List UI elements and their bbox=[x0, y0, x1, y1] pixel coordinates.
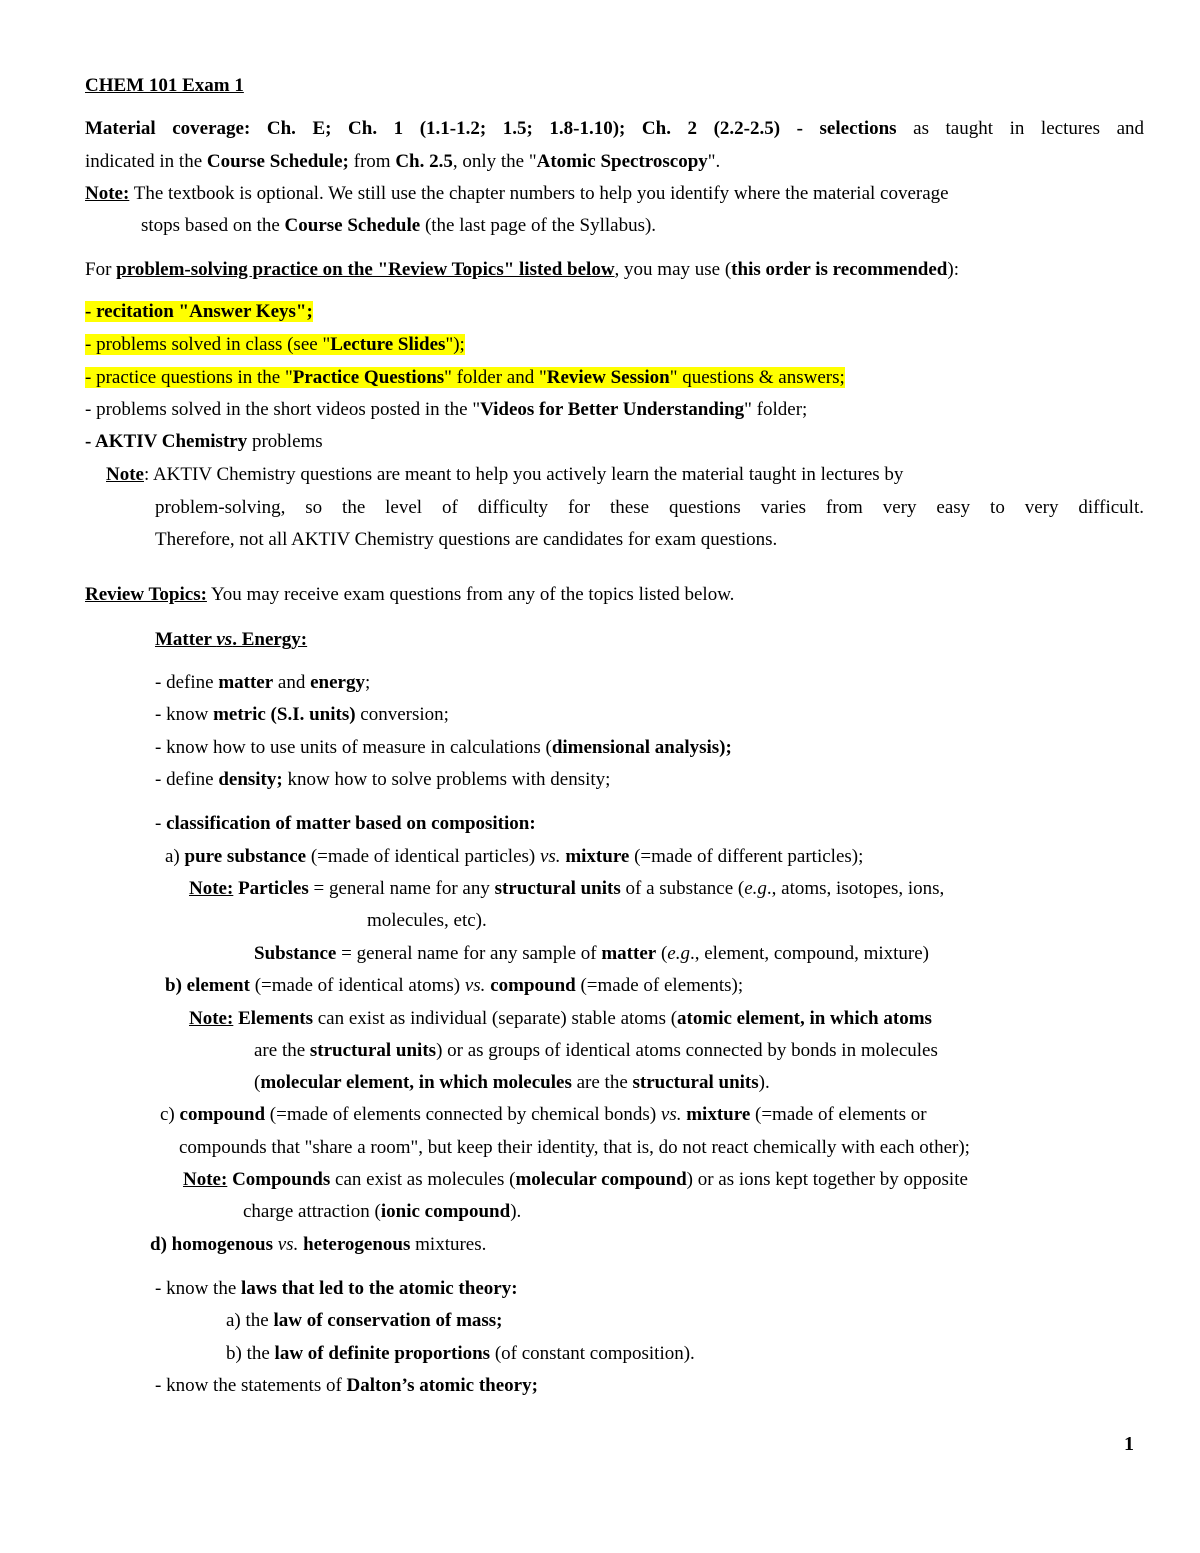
text-span: Review Topics: bbox=[85, 584, 207, 605]
text-span: ., atoms, isotopes, ions, bbox=[766, 878, 945, 899]
text-span bbox=[85, 334, 465, 355]
practice-intro bbox=[85, 258, 1200, 282]
text-span: metric (S.I. units) bbox=[213, 704, 356, 725]
text-span: (=made of elements or bbox=[750, 1104, 927, 1125]
text-span: charge attraction ( bbox=[243, 1201, 381, 1222]
text-span: ); bbox=[719, 737, 732, 758]
text-span: Particles bbox=[238, 878, 309, 899]
bullet-define-matter bbox=[155, 671, 1200, 695]
class-a-note-1-cont bbox=[367, 909, 1200, 933]
text-span: selections bbox=[819, 118, 897, 139]
text-span: indicated in the bbox=[85, 151, 203, 172]
text-span: from bbox=[353, 151, 391, 172]
text-span: Elements bbox=[238, 1008, 313, 1029]
text-span: law of definite proportions bbox=[274, 1343, 491, 1364]
text-span: ) or as ions kept together by opposite bbox=[686, 1169, 968, 1190]
text-span: compounds that "share a room", but keep their identity, that is, do not react chemically with each other); bbox=[179, 1137, 970, 1158]
text-span: Videos for Better Understanding bbox=[480, 399, 745, 420]
class-c bbox=[160, 1103, 1200, 1127]
text-span: dimensional analysis bbox=[551, 737, 720, 758]
text-span: - recitation " bbox=[85, 301, 190, 322]
text-span: density; bbox=[218, 769, 283, 790]
text-span: Therefore, not all AKTIV Chemistry questions are candidates for exam questions. bbox=[155, 529, 778, 550]
text-span: " questions & answers; bbox=[669, 367, 845, 388]
text-span: ( bbox=[254, 1072, 261, 1093]
text-span: ., element, compound, mixture) bbox=[689, 943, 930, 964]
text-span: - practice questions in the " bbox=[85, 367, 293, 388]
bullet-metric bbox=[155, 703, 1200, 727]
aktiv-note-line-2 bbox=[155, 496, 1144, 520]
review-topics bbox=[85, 583, 1200, 607]
section-matter-energy bbox=[155, 628, 1200, 652]
text-span: d) homogenous bbox=[150, 1234, 278, 1255]
text-span: Note: bbox=[189, 1008, 234, 1029]
text-span: structural units bbox=[632, 1072, 759, 1093]
text-span: Ch. 2.5 bbox=[395, 151, 453, 172]
text-span: mixture bbox=[681, 1104, 751, 1125]
text-span: (=made of different particles); bbox=[629, 846, 864, 867]
text-span: - problems solved in the short videos posted in the " bbox=[85, 399, 481, 420]
bullet-dimensional bbox=[155, 736, 1200, 760]
aktiv-note-line-1 bbox=[106, 463, 1200, 487]
class-b bbox=[165, 974, 1200, 998]
text-span: - know how to use units of measure in calculations ( bbox=[155, 737, 552, 758]
text-span bbox=[155, 629, 307, 650]
text-span: and bbox=[273, 672, 311, 693]
text-span: " folder; bbox=[744, 399, 808, 420]
text-span: ionic compound bbox=[380, 1201, 511, 1222]
text-span: (=made of elements); bbox=[575, 975, 744, 996]
text-span: - know the bbox=[155, 1278, 242, 1299]
resource-videos bbox=[85, 398, 1200, 422]
class-d bbox=[150, 1233, 1200, 1257]
text-span: - AKTIV Chemistry bbox=[85, 431, 248, 452]
text-span: b) element bbox=[165, 975, 250, 996]
text-span: c) bbox=[160, 1104, 180, 1125]
text-span: laws that led to the atomic theory: bbox=[241, 1278, 518, 1299]
text-span: Answer Keys bbox=[189, 301, 296, 322]
aktiv-note-line-3 bbox=[155, 528, 1200, 552]
text-span: - define bbox=[155, 769, 219, 790]
text-span: this order is recommended bbox=[731, 259, 948, 280]
text-span: structural units bbox=[494, 878, 621, 899]
text-span: ) or as groups of identical atoms connected by bonds in molecules bbox=[436, 1040, 938, 1061]
text-span: e.g bbox=[667, 943, 690, 964]
text-span: vs. bbox=[539, 846, 561, 867]
text-span: molecular compound bbox=[515, 1169, 687, 1190]
text-span: problem-solving, so the level of difficulty for these questions varies from very easy to very difficult. bbox=[155, 497, 1144, 518]
text-span: . Energy: bbox=[232, 629, 308, 650]
text-span: structural units bbox=[309, 1040, 437, 1061]
text-span: Course Schedule bbox=[284, 215, 421, 236]
coverage-line-2 bbox=[85, 150, 1200, 174]
title-text: CHEM 101 Exam 1 bbox=[85, 75, 244, 96]
text-span: of a substance ( bbox=[620, 878, 745, 899]
text-span: "; bbox=[295, 301, 313, 322]
text-span: (the last page of the Syllabus). bbox=[420, 215, 657, 236]
text-span: ). bbox=[510, 1201, 522, 1222]
text-span: molecular element, in which molecules bbox=[260, 1072, 572, 1093]
text-span: - bbox=[155, 813, 167, 834]
text-span: , you may use ( bbox=[614, 259, 732, 280]
text-span: mixture bbox=[560, 846, 630, 867]
text-span: Matter bbox=[155, 629, 217, 650]
class-c-cont bbox=[179, 1136, 1200, 1160]
bullet-classification bbox=[155, 812, 1200, 836]
text-span: (of constant composition). bbox=[490, 1343, 695, 1364]
class-c-note-1 bbox=[183, 1168, 1200, 1192]
text-span: are the bbox=[571, 1072, 633, 1093]
resource-practice-questions bbox=[85, 366, 1200, 390]
text-span: ): bbox=[947, 259, 959, 280]
coverage-line-1 bbox=[85, 117, 1144, 141]
text-span: problem-solving practice on the "Review Topics" listed below bbox=[116, 259, 615, 280]
text-span: conversion; bbox=[355, 704, 449, 725]
text-span: - define bbox=[155, 672, 219, 693]
class-c-note-2 bbox=[243, 1200, 1200, 1224]
text-span: " folder and " bbox=[444, 367, 547, 388]
text-span: - bbox=[796, 118, 803, 139]
laws-line-2 bbox=[226, 1309, 1200, 1333]
text-span: a) bbox=[165, 846, 185, 867]
text-span: Compounds bbox=[232, 1169, 331, 1190]
text-span: ). bbox=[758, 1072, 770, 1093]
text-span: matter bbox=[601, 943, 657, 964]
text-span: mixtures. bbox=[410, 1234, 487, 1255]
resource-answer-keys bbox=[85, 300, 1200, 324]
text-span: (=made of elements connected by chemical bonds) bbox=[265, 1104, 661, 1125]
text-span: "); bbox=[445, 334, 465, 355]
text-span: vs. bbox=[464, 975, 486, 996]
class-a bbox=[165, 845, 1200, 869]
page-number: 1 bbox=[1124, 1433, 1134, 1455]
text-span: b) the bbox=[226, 1343, 275, 1364]
resource-aktiv bbox=[85, 430, 1200, 454]
text-span: know how to solve problems with density; bbox=[282, 769, 611, 790]
resource-lecture-slides bbox=[85, 333, 1200, 357]
text-span: compound bbox=[179, 1104, 266, 1125]
text-span: e.g bbox=[744, 878, 767, 899]
text-span: matter bbox=[218, 672, 274, 693]
text-span: Material coverage: bbox=[85, 118, 251, 139]
doc-title bbox=[85, 74, 1200, 98]
laws-line-3 bbox=[226, 1342, 1200, 1366]
text-span: vs bbox=[216, 629, 233, 650]
class-a-note-2 bbox=[254, 942, 1200, 966]
text-span: (=made of identical particles) bbox=[306, 846, 540, 867]
text-span: as taught in lectures and bbox=[913, 118, 1144, 139]
text-span: : AKTIV Chemistry questions are meant to help you actively learn the material taught in lectures by bbox=[143, 464, 904, 485]
text-span: heterogenous bbox=[298, 1234, 411, 1255]
text-span: Note: bbox=[85, 183, 130, 204]
text-span: Note: bbox=[183, 1169, 228, 1190]
text-span: Note: bbox=[189, 878, 234, 899]
text-span: Practice Questions bbox=[292, 367, 445, 388]
laws-line-1 bbox=[155, 1277, 1200, 1301]
text-span: - know the statements of bbox=[155, 1375, 347, 1396]
note-textbook-cont bbox=[141, 214, 1200, 238]
text-span: Atomic Spectroscopy bbox=[536, 151, 708, 172]
text-span: The textbook is optional. We still use the chapter numbers to help you identify where the material coverage bbox=[129, 183, 949, 204]
text-span: Note bbox=[106, 464, 144, 485]
text-span: classification of matter based on composition: bbox=[166, 813, 536, 834]
bullet-density bbox=[155, 768, 1200, 792]
text-span bbox=[85, 367, 845, 388]
text-span: (=made of identical atoms) bbox=[249, 975, 465, 996]
text-span: molecules, etc). bbox=[367, 910, 487, 931]
text-span: ; bbox=[364, 672, 371, 693]
text-span: , only the " bbox=[452, 151, 537, 172]
text-span: stops based on the bbox=[141, 215, 285, 236]
class-b-note-2 bbox=[254, 1039, 1200, 1063]
text-span: a) the bbox=[226, 1310, 274, 1331]
text-span: Substance bbox=[254, 943, 337, 964]
text-span: law of conservation of mass; bbox=[273, 1310, 503, 1331]
text-span: problems bbox=[247, 431, 323, 452]
text-span: vs. bbox=[277, 1234, 299, 1255]
note-textbook bbox=[85, 182, 1200, 206]
text-span: You may receive exam questions from any of the topics listed below. bbox=[206, 584, 735, 605]
text-span: vs. bbox=[660, 1104, 682, 1125]
text-span: can exist as molecules ( bbox=[330, 1169, 516, 1190]
text-span: pure substance bbox=[184, 846, 307, 867]
text-span: Lecture Slides bbox=[330, 334, 446, 355]
class-b-note-3 bbox=[254, 1071, 1200, 1095]
text-span: atomic element, in which atoms bbox=[677, 1008, 932, 1029]
text-span: ( bbox=[656, 943, 668, 964]
text-span: - know bbox=[155, 704, 214, 725]
laws-line-4 bbox=[155, 1374, 1200, 1398]
text-span: Ch. E; Ch. 1 (1.1-1.2; 1.5; 1.8-1.10); Ch. 2 (2.2-2.5) bbox=[266, 118, 781, 139]
text-span: ". bbox=[707, 151, 721, 172]
text-span: compound bbox=[485, 975, 576, 996]
text-span: For bbox=[85, 259, 117, 280]
text-span: Dalton’s atomic theory; bbox=[346, 1375, 538, 1396]
text-span: = general name for any bbox=[308, 878, 495, 899]
text-span: - problems solved in class (see " bbox=[85, 334, 331, 355]
class-b-note-1 bbox=[189, 1007, 1200, 1031]
text-span: are the bbox=[254, 1040, 310, 1061]
text-span bbox=[85, 301, 313, 322]
text-span: Review Session bbox=[546, 367, 670, 388]
text-span: can exist as individual (separate) stable atoms ( bbox=[313, 1008, 678, 1029]
text-span: Course Schedule; bbox=[206, 151, 349, 172]
text-span: = general name for any sample of bbox=[336, 943, 602, 964]
text-span: energy bbox=[310, 672, 365, 693]
class-a-note-1 bbox=[189, 877, 1200, 901]
